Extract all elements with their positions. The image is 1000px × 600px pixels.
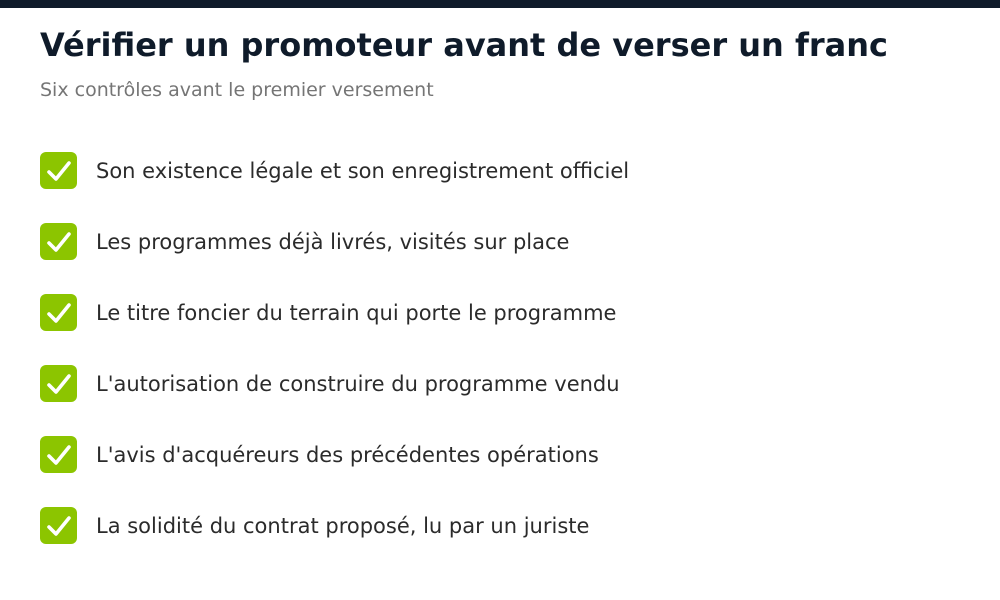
checklist-item-label: L'autorisation de construire du programme vendu [96,371,620,396]
checklist-item [40,436,629,473]
top-accent-bar [0,0,1000,8]
checklist-item [40,507,629,544]
page-subtitle: Six contrôles avant le premier versement [40,79,434,101]
checklist-item-label: L'avis d'acquéreurs des précédentes opérations [96,442,599,467]
checklist-item [40,365,629,402]
checklist-item [40,152,629,189]
check-icon [40,365,77,402]
checklist-item [40,223,629,260]
checklist [40,152,629,544]
check-icon [40,507,77,544]
check-icon [40,152,77,189]
page-title: Vérifier un promoteur avant de verser un franc [40,26,888,64]
check-icon [40,223,77,260]
check-icon [40,436,77,473]
checklist-item-label: La solidité du contrat proposé, lu par un juriste [96,513,590,538]
checklist-item [40,294,629,331]
checklist-item-label: Les programmes déjà livrés, visités sur place [96,229,570,254]
check-icon [40,294,77,331]
checklist-item-label: Son existence légale et son enregistrement officiel [96,158,630,183]
checklist-item-label: Le titre foncier du terrain qui porte le programme [96,300,617,325]
